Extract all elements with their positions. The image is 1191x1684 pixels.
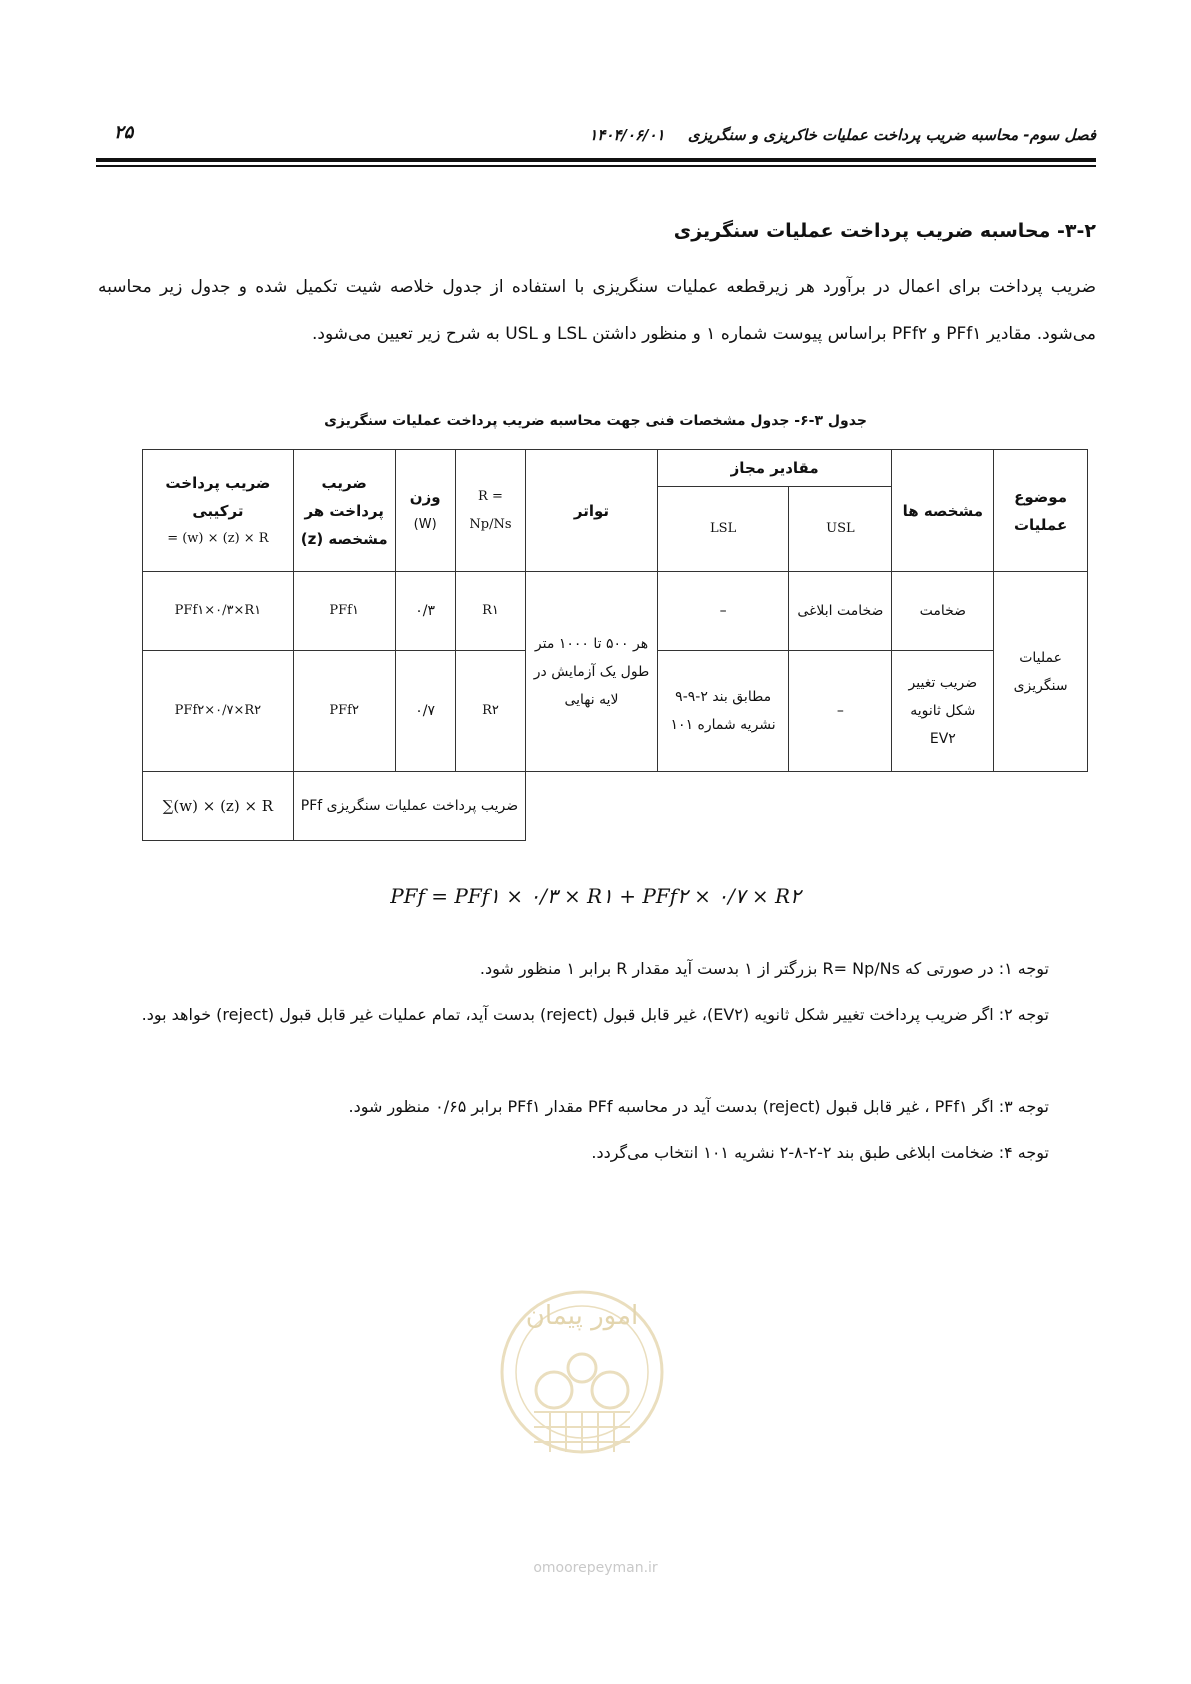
combined-line1: ضریب پرداخت	[165, 473, 271, 492]
operation-cell: عملیات سنگریزی	[994, 572, 1088, 772]
total-label: ضریب پرداخت عملیات سنگریزی PFf	[293, 772, 525, 841]
row2-weight: ۰/۷	[395, 651, 455, 772]
row1-weight: ۰/۳	[395, 572, 455, 651]
row2-usl: –	[789, 651, 892, 772]
spec-coef-line2: پرداخت هر	[304, 501, 384, 520]
header-weight	[395, 450, 455, 572]
row1-usl: ضخامت ابلاغی	[789, 572, 892, 651]
spec-coef-line1: ضریب	[321, 473, 367, 492]
row2-spec: ضریب تغییر شکل ثانویه EV۲	[892, 651, 994, 772]
row1-combined: PFf۱×۰/۳×R۱	[143, 572, 294, 651]
header-title	[589, 126, 1096, 144]
section-paragraph: ضریب پرداخت برای اعمال در برآورد هر زیرقطعه عملیات سنگریزی با استفاده از جدول خلاصه شیت تکمیل شده و جدول زیر محاسبه می‌شود. مقادیر PFf۱ و PFf۲ براساس پیوست شماره ۱ و منظور داشتن LSL و USL به شرح زیر تعیین می‌شود.	[98, 277, 1096, 344]
header-r-formula	[455, 450, 525, 572]
row1-r: R۱	[455, 572, 525, 651]
table-caption: جدول ۳-۶- جدول مشخصات فنی جهت محاسبه ضریب پرداخت عملیات سنگریزی	[324, 413, 867, 429]
page-number: ۲۵	[114, 122, 134, 143]
watermark-site: omoorepeyman.ir	[533, 1560, 658, 1576]
note-4: توجه ۴: ضخامت ابلاغی طبق بند ۲-۲-۸-۲ نشریه ۱۰۱ انتخاب می‌گردد.	[591, 1143, 1049, 1162]
header-usl: USL	[789, 487, 892, 572]
header-lsl: LSL	[657, 487, 789, 572]
r-formula-text: R = Np/Ns	[469, 488, 512, 532]
header-frequency: تواتر	[526, 450, 658, 572]
row2-pf: PFf۲	[293, 651, 395, 772]
total-row	[143, 772, 1088, 841]
watermark-logo	[494, 1272, 670, 1532]
section-title: ۳-۲- محاسبه ضریب پرداخت عملیات سنگریزی	[673, 220, 1096, 242]
header-date: ۱۴۰۴/۰۶/۰۱	[589, 126, 665, 144]
weight-label: وزن	[409, 487, 441, 506]
header-spec-coef	[293, 450, 395, 572]
spec-coef-line3: مشخصه (z)	[300, 529, 388, 548]
weight-symbol: (W)	[413, 516, 437, 532]
row1-lsl: –	[657, 572, 789, 651]
chapter-title: فصل سوم- محاسبه ضریب پرداخت عملیات خاکریزی و سنگریزی	[687, 126, 1096, 144]
frequency-cell: هر ۵۰۰ تا ۱۰۰۰ متر طول یک آزمایش در لایه نهایی	[526, 572, 658, 772]
header-rule-thin	[96, 165, 1096, 167]
note-3: توجه ۳: اگر PFf۱ ، غیر قابل قبول (reject) بدست آید در محاسبه PFf مقدار PFf۱ برابر ۰/۶۵ منظور شود.	[348, 1097, 1049, 1116]
header-combined	[143, 450, 294, 572]
empty-cell	[526, 772, 1088, 841]
combined-line3: = (w) × (z) × R	[167, 530, 269, 546]
spec-table	[142, 449, 1088, 841]
note-1: توجه ۱: در صورتی که R= Np/Ns بزرگتر از ۱ بدست آید مقدار R برابر ۱ منظور شود.	[479, 959, 1049, 978]
watermark-logo-text: امور پیمان	[525, 1301, 639, 1331]
main-formula: PFf = PFf۱ × ۰/۳ × R۱ + PFf۲ × ۰/۷ × R۲	[390, 884, 801, 908]
header-rule-thick	[96, 158, 1096, 162]
header-limits: مقادیر مجاز	[657, 450, 892, 487]
row2-lsl: مطابق بند ۲-۹-۹ نشریه شماره ۱۰۱	[657, 651, 789, 772]
note-2: توجه ۲: اگر ضریب پرداخت تغییر شکل ثانویه (EV۲)، غیر قابل قبول (reject) بدست آید، تمام عملیات غیر قابل قبول (reject) خواهد بود.	[141, 1005, 1049, 1024]
row2-r: R۲	[455, 651, 525, 772]
table-row	[143, 572, 1088, 651]
header-operation: موضوع عملیات	[994, 450, 1088, 572]
row2-combined: PFf۲×۰/۷×R۲	[143, 651, 294, 772]
combined-line2: ترکیبی	[192, 501, 244, 520]
page-header	[96, 122, 1096, 150]
row1-pf: PFf۱	[293, 572, 395, 651]
total-formula: ∑(w) × (z) × R	[143, 772, 294, 841]
row1-spec: ضخامت	[892, 572, 994, 651]
header-spec: مشخصه ها	[892, 450, 994, 572]
